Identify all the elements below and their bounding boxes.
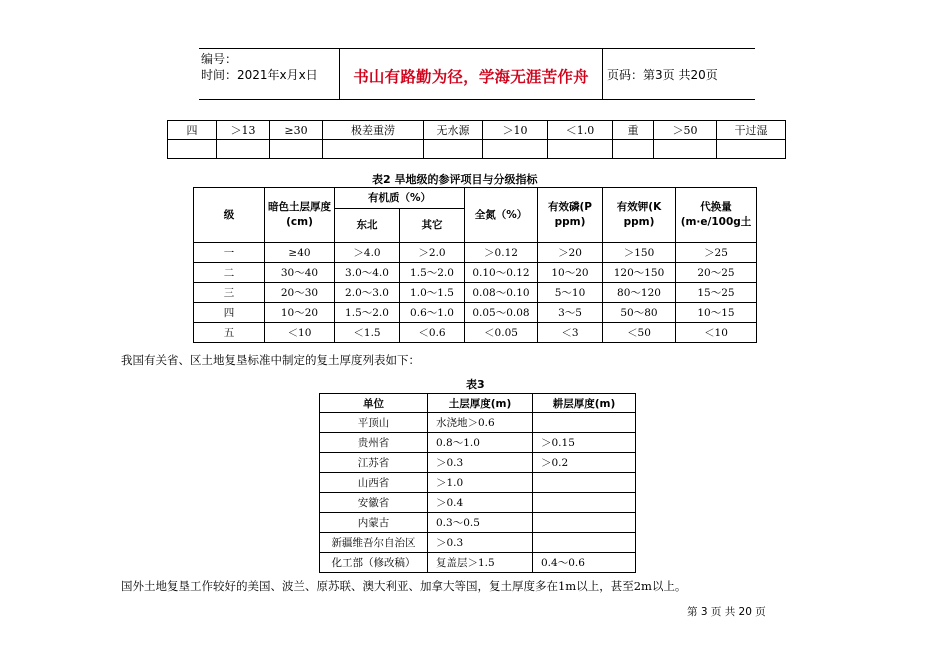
table-cell: ＞25 [676,243,757,263]
table3 [319,393,636,573]
table-cell [217,140,270,159]
table-cell: 二 [194,263,265,283]
table-cell [533,513,636,533]
table-row [168,140,786,159]
table-row [320,433,636,453]
table-cell: ＞20 [538,243,603,263]
table-cell: 复盖层＞1.5 [428,553,533,573]
table-cell: 120～150 [603,263,676,283]
table-cell: 0.05～0.08 [465,303,538,323]
table-cell [654,140,717,159]
table-cell: 化工部（修改稿） [320,553,428,573]
table-cell [270,140,323,159]
table-row [194,303,757,323]
table-cell [548,140,613,159]
table-cell: ＞0.15 [533,433,636,453]
table-cell: 0.4～0.6 [533,553,636,573]
table-cell: ＞10 [483,121,548,140]
table-cell: ＞0.12 [465,243,538,263]
table-row [194,283,757,303]
table-cell [533,473,636,493]
page-number-label: 页码：第3页 共20页 [607,68,718,82]
table-row [320,493,636,513]
table-cell: 10～20 [265,303,335,323]
header-meta [199,49,340,99]
table-cell: ≥40 [265,243,335,263]
table-row [320,453,636,473]
table-row [320,513,636,533]
table-cell: 江苏省 [320,453,428,473]
table-cell: 安徽省 [320,493,428,513]
table-cell: 干过湿 [717,121,786,140]
table2 [193,187,757,343]
header-nitrogen: 全氮（%） [465,188,538,243]
table-cell: 极差重涝 [323,121,424,140]
table-cell: 15～25 [676,283,757,303]
table-cell [533,533,636,553]
header-grade: 级 [194,188,265,243]
table-cell: 50～80 [603,303,676,323]
table-row [168,121,786,140]
table-cell: ＞4.0 [335,243,400,263]
page-header [199,48,755,100]
table-cell: ＜0.6 [400,323,465,343]
table-row [320,413,636,433]
table-cell: ＜3 [538,323,603,343]
table-row [194,243,757,263]
table-cell: 3.0～4.0 [335,263,400,283]
table-cell: 0.8～1.0 [428,433,533,453]
table-row [194,323,757,343]
table-cell: ＞150 [603,243,676,263]
table-cell: 1.5～2.0 [400,263,465,283]
table-cell: 四 [194,303,265,323]
table-cell: ＞0.2 [533,453,636,473]
table-cell: ＜1.0 [548,121,613,140]
table-cell: ＜10 [676,323,757,343]
table-header-row [320,394,636,413]
table-cell [717,140,786,159]
table-cell: ＜10 [265,323,335,343]
table-cell: ＞1.0 [428,473,533,493]
table-cell: ＞2.0 [400,243,465,263]
table-cell: 2.0～3.0 [335,283,400,303]
table-cell [613,140,654,159]
page-footer: 第 3 页 共 20 页 [687,606,766,618]
table-cell: 三 [194,283,265,303]
header-page-cell [603,49,755,99]
header-soil-thickness: 土层厚度(m) [428,394,533,413]
table-cell [533,493,636,513]
table-cell: 平顶山 [320,413,428,433]
serial-label: 编号： [201,52,238,66]
table-cell: 80～120 [603,283,676,303]
table-cell: ＞13 [217,121,270,140]
table-row [320,553,636,573]
table-cell [483,140,548,159]
header-phosphorus: 有效磷(P ppm) [538,188,603,243]
table-cell: ＞0.4 [428,493,533,513]
time-label: 时间：2021年x月x日 [201,68,318,82]
table-cell: 0.3～0.5 [428,513,533,533]
table-cell: 内蒙古 [320,513,428,533]
header-unit: 单位 [320,394,428,413]
table-cell: 30～40 [265,263,335,283]
table-cell: ＞0.3 [428,533,533,553]
table-cell [168,140,217,159]
table-cell: 10～20 [538,263,603,283]
foreign-paragraph: 国外土地复垦工作较好的美国、波兰、原苏联、澳大利亚、加拿大等国，复土厚度多在1m以上，甚至2m以上。 [121,579,687,593]
intro-paragraph: 我国有关省、区土地复垦标准中制定的复土厚度列表如下： [121,353,420,367]
header-exchange: 代换量(m·e/100g土 [676,188,757,243]
table-cell [424,140,483,159]
table-cell: 新疆维吾尔自治区 [320,533,428,553]
table-cell: 无水源 [424,121,483,140]
table-cell: 四 [168,121,217,140]
table1-fragment [167,120,786,159]
table-cell: 0.08～0.10 [465,283,538,303]
table-cell [533,413,636,433]
table-cell: 1.5～2.0 [335,303,400,323]
table-cell [323,140,424,159]
table-cell: 10～15 [676,303,757,323]
table-cell: 3～5 [538,303,603,323]
table-cell: 5～10 [538,283,603,303]
table-cell: 五 [194,323,265,343]
table-cell: 一 [194,243,265,263]
table-cell: 0.6～1.0 [400,303,465,323]
header-motto-cell [340,49,603,99]
table3-caption: 表3 [466,378,485,391]
header-plow-thickness: 耕层厚度(m) [533,394,636,413]
table-cell: 重 [613,121,654,140]
table-cell: 20～25 [676,263,757,283]
table-cell: ≥30 [270,121,323,140]
table-cell: ＜0.05 [465,323,538,343]
table-cell: 贵州省 [320,433,428,453]
table-cell: 山西省 [320,473,428,493]
table-cell: 20～30 [265,283,335,303]
table-cell: ＜50 [603,323,676,343]
header-other: 其它 [400,209,465,243]
table-row [320,473,636,493]
header-soil-depth: 暗色土层厚度(cm) [265,188,335,243]
table-row [320,533,636,553]
table-cell: ＞0.3 [428,453,533,473]
header-motto: 书山有路勤为径，学海无涯苦作舟 [353,68,589,86]
table2-caption: 表2 旱地级的参评项目与分级指标 [372,173,538,186]
table-cell: 0.10～0.12 [465,263,538,283]
table-cell: 1.0～1.5 [400,283,465,303]
header-organic: 有机质（%） [335,188,465,209]
table-row [194,263,757,283]
table-cell: ＞50 [654,121,717,140]
table-cell: 水浇地＞0.6 [428,413,533,433]
table-header-row [194,188,757,209]
header-potassium: 有效钾(K ppm) [603,188,676,243]
table-cell: ＜1.5 [335,323,400,343]
header-northeast: 东北 [335,209,400,243]
